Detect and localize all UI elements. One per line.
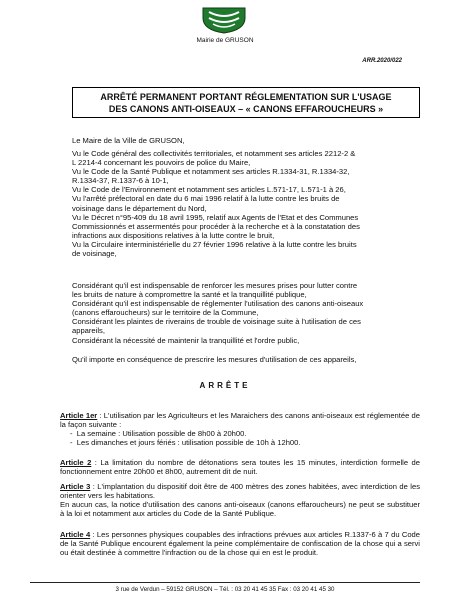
article-2: [60, 458, 420, 476]
mairie-name: Mairie de GRUSON: [196, 37, 254, 44]
article-2-label: Article 2: [60, 458, 92, 467]
article-3-paragraph-2: En aucun cas, la notice d'utilisation des canons anti-oiseaux (canons effaroucheurs) ne peut se substituer à la loi et notamment aux articles du Code de la Santé Publique.: [60, 500, 420, 519]
salutation: Le Maire de la Ville de GRUSON,: [72, 136, 185, 145]
article-1-label: Article 1er: [60, 411, 98, 420]
considerant-line: les bruits de nature à compromettre la santé et la tranquillité publique,: [72, 290, 307, 300]
list-item: - La semaine : Utilisation possible de 8h00 à 20h00.: [70, 429, 247, 439]
article-4-label: Article 4: [60, 530, 91, 539]
quil-importe: Qu'il importe en conséquence de prescrire les mesures d'utilisation de ces appareils,: [72, 355, 357, 364]
document-title: [72, 87, 420, 118]
vu-line: Vu le Code de la Santé Publique et notamment ses articles R.1334-31, R.1334-32,: [72, 167, 350, 177]
title-line-2: DES CANONS ANTI-OISEAUX – « CANONS EFFAROUCHEURS »: [108, 104, 384, 114]
vu-line: Vu l'arrêté préfectoral en date du 6 mai 1996 relatif à la lutte contre les bruits de: [72, 194, 340, 204]
article-4-text: : Les personnes physiques coupables des infractions prévues aux articles R.1337-6 à 7 du Code de la Santé Publique encourent également la peine complémentaire de confiscation de la chose qui a servi ou était destinée à commettre l'infraction ou de la chose qui en est le produit.: [60, 530, 421, 558]
footer-address: 3 rue de Verdun – 59152 GRUSON – Tél. : 03 20 41 45 35 Fax : 03 20 41 45 30: [115, 586, 335, 593]
considerant-line: Considérant les plaintes de riverains de trouble de voisinage suite à l'utilisation de ces: [72, 317, 361, 327]
vu-line: Vu le Code général des collectivités territoriales, et notamment ses articles 2212-2 &: [72, 149, 356, 158]
article-4-paragraph: [60, 530, 420, 557]
article-1-text: : L'utilisation par les Agriculteurs et les Maraichers des canons anti-oiseaux est réglementée de la façon suivante :: [60, 411, 420, 430]
article-3: [60, 482, 420, 518]
vu-line: Vu le Code de l'Environnement et notamment ses articles L.571-17, L.571-1 à 26,: [72, 185, 346, 195]
considerants-block: [72, 281, 422, 345]
considerant-line: appareils,: [72, 326, 105, 336]
vu-line: infractions aux dispositions relatives à la lutte contre le bruit,: [72, 230, 275, 240]
article-1: [60, 411, 420, 447]
vus-block: [72, 149, 422, 258]
considerant-line: (canons effaroucheurs) sur le territoire de la Commune,: [72, 308, 259, 318]
vu-line: Vu le Décret n°95-409 du 18 avril 1995, relatif aux Agents de l'Etat et des Communes: [72, 212, 359, 222]
article-2-text: : La limitation du nombre de détonations sera toutes les 15 minutes, interdiction formelle de fonctionnement entre 20h00 et 8h00, autrement dit de nuit.: [60, 458, 420, 477]
article-3-label: Article 3: [60, 482, 91, 491]
town-crest-icon: [199, 4, 249, 34]
vu-line: R.1334-37, R.1337-6 à 10-1,: [72, 176, 169, 186]
article-3-paragraph: [60, 482, 420, 500]
title-line-1: ARRÊTÉ PERMANENT PORTANT RÉGLEMENTATION SUR L'USAGE: [100, 92, 392, 102]
vu-line: Commissionnés et assermentés pour procéder à la recherche et à la constatation des: [72, 221, 360, 231]
footer-divider: [30, 582, 420, 583]
considerant-line: Considérant la nécessité de maintenir la tranquillité et l'ordre public,: [72, 335, 300, 345]
article-2-paragraph: [60, 458, 420, 476]
article-1-item-week: La semaine : Utilisation possible de 8h00 à 20h00.: [76, 429, 247, 439]
considerant-line: Considérant qu'il est indispensable de renforcer les mesures prises pour lutter contre: [72, 281, 358, 290]
vu-line: Vu la Circulaire interministérielle du 27 février 1996 relative à la lutte contre les bruits: [72, 239, 357, 249]
article-3-text: : L'implantation du dispositif doit être de 400 mètres des zones habitées, avec interdiction de les orienter vers les habitations.: [60, 482, 421, 501]
vu-line: voisinage dans le département du Nord,: [72, 203, 207, 213]
vu-line: L 2214-4 concernant les pouvoirs de police du Maire,: [72, 158, 251, 168]
arrete-reference: ARR.2020/022: [362, 58, 402, 64]
list-item: - Les dimanches et jours fériés : utilisation possible de 10h à 12h00.: [70, 438, 301, 448]
arrete-heading: ARRÊTE: [199, 381, 251, 390]
vu-line: de voisinage,: [72, 249, 117, 259]
article-1-paragraph: [60, 411, 420, 429]
considerant-line: Considérant qu'il est indispensable de réglementer l'utilisation des canons anti-oiseaux: [72, 299, 364, 309]
article-4: [60, 530, 420, 557]
article-1-item-sunday: Les dimanches et jours fériés : utilisation possible de 10h à 12h00.: [76, 438, 301, 448]
